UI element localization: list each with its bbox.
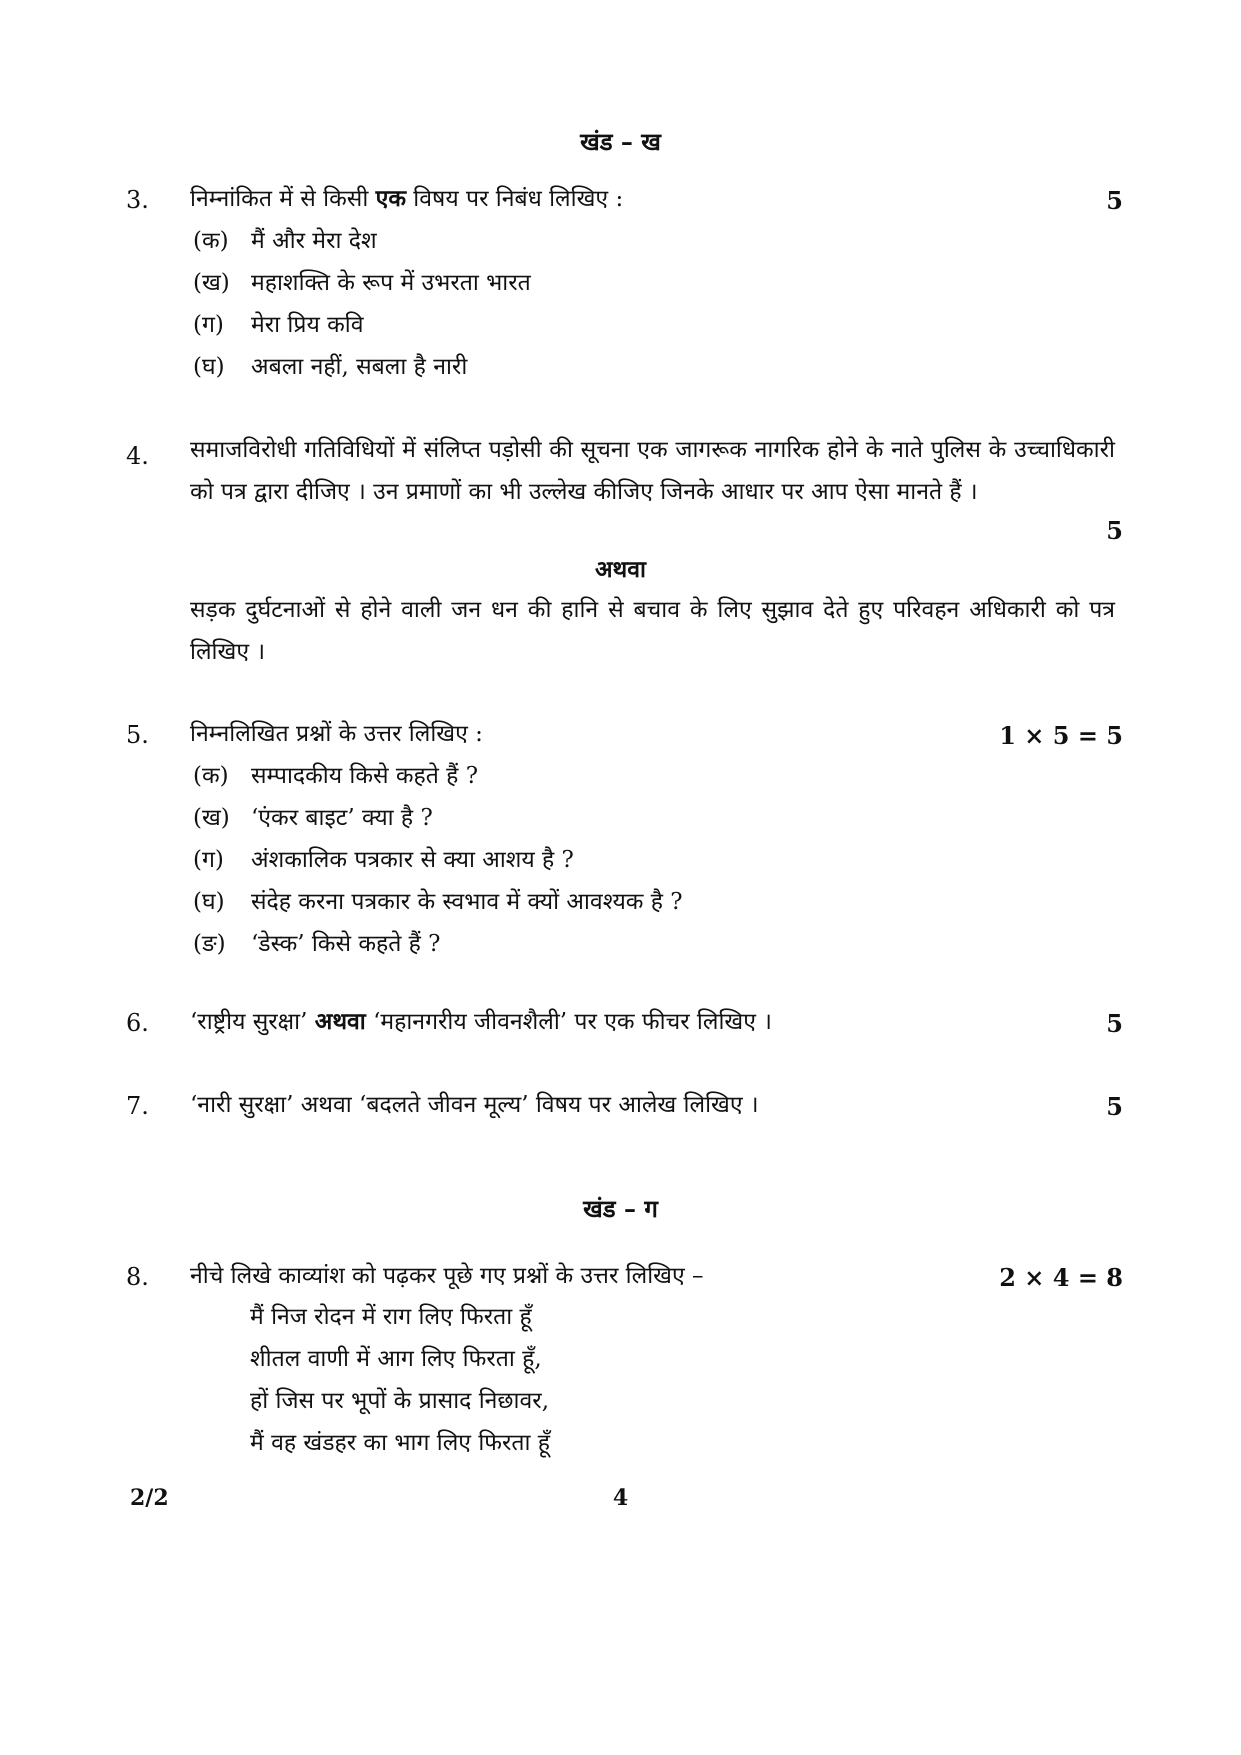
question-5-option: [193, 761, 478, 791]
option-text: महाशक्ति के रूप में उभरता भारत: [251, 270, 531, 296]
question-8-marks: 2 × 4 = 8: [999, 1263, 1123, 1292]
question-8-number: 8.: [126, 1263, 149, 1291]
option-text: ‘डेस्क’ किसे कहते हैं ?: [251, 931, 441, 957]
option-label: (घ): [193, 354, 225, 380]
question-3-option: [193, 352, 467, 382]
question-3-text: [190, 184, 623, 214]
option-label: (ङ): [193, 931, 226, 957]
question-5-option: [193, 929, 440, 959]
question-3-text-bold: एक: [375, 185, 406, 212]
poem-line: हों जिस पर भूपों के प्रासाद निछावर,: [250, 1388, 550, 1414]
question-7-text: ‘नारी सुरक्षा’ अथवा ‘बदलते जीवन मूल्य’ विषय पर आलेख लिखिए ।: [190, 1092, 759, 1118]
question-6-text-after: ‘महानगरीय जीवनशैली’ पर एक फीचर लिखिए ।: [365, 1009, 772, 1035]
question-3-option: [193, 268, 531, 298]
option-label: (ग): [193, 847, 224, 873]
question-7-number: 7.: [126, 1092, 149, 1120]
question-5-text: निम्नलिखित प्रश्नों के उत्तर लिखिए :: [190, 721, 483, 747]
option-label: (क): [193, 228, 229, 254]
question-4-or-label: अथवा: [594, 556, 646, 583]
question-6-marks: 5: [1106, 1009, 1123, 1038]
question-4-number: 4.: [126, 442, 149, 470]
option-text: मेरा प्रिय कवि: [251, 312, 364, 338]
option-label: (क): [193, 763, 229, 789]
option-text: सम्पादकीय किसे कहते हैं ?: [251, 763, 479, 789]
question-5-option: [193, 845, 574, 875]
question-5-number: 5.: [126, 721, 149, 749]
question-6-number: 6.: [126, 1009, 149, 1037]
option-label: (ग): [193, 312, 224, 338]
question-3-text-before: निम्नांकित में से किसी: [190, 186, 376, 212]
question-8-text: नीचे लिखे काव्यांश को पढ़कर पूछे गए प्रश्नों के उत्तर लिखिए –: [190, 1263, 704, 1289]
option-label: (ख): [193, 805, 230, 831]
question-4-alternative-text: सड़क दुर्घटनाओं से होने वाली जन धन की हानि से बचाव के लिए सुझाव देते हुए परिवहन अधिकारी को पत्र लिखिए ।: [190, 597, 1115, 665]
option-text: अबला नहीं, सबला है नारी: [251, 354, 468, 380]
option-text: ‘एंकर बाइट’ क्या है ?: [251, 805, 433, 831]
question-3-marks: 5: [1106, 186, 1123, 215]
page-number: 4: [612, 1485, 629, 1511]
option-label: (घ): [193, 889, 225, 915]
option-text: मैं और मेरा देश: [251, 228, 377, 254]
question-4-marks: 5: [1106, 516, 1123, 545]
option-text: अंशकालिक पत्रकार से क्या आशय है ?: [251, 847, 574, 873]
paper-code: 2/2: [130, 1485, 169, 1511]
question-5-option: [193, 803, 433, 833]
question-3-option: [193, 226, 377, 256]
option-text: संदेह करना पत्रकार के स्वभाव में क्यों आवश्यक है ?: [251, 889, 683, 915]
option-label: (ख): [193, 270, 230, 296]
question-3-text-after: विषय पर निबंध लिखिए :: [406, 186, 624, 212]
section-b-heading: खंड – ख: [580, 127, 661, 156]
poem-line: मैं निज रोदन में राग लिए फिरता हूँ: [250, 1304, 532, 1330]
question-6-text: [190, 1007, 772, 1037]
poem-line: शीतल वाणी में आग लिए फिरता हूँ,: [250, 1346, 542, 1372]
section-c-heading: खंड – ग: [583, 1194, 658, 1223]
question-5-marks: 1 × 5 = 5: [999, 721, 1123, 750]
question-7-marks: 5: [1106, 1092, 1123, 1121]
question-6-text-before: ‘राष्ट्रीय सुरक्षा’: [190, 1009, 315, 1035]
question-6-text-bold: अथवा: [314, 1008, 366, 1035]
question-3-option: [193, 310, 364, 340]
question-3-number: 3.: [126, 186, 149, 214]
question-5-option: [193, 887, 683, 917]
poem-line: मैं वह खंडहर का भाग लिए फिरता हूँ: [250, 1430, 551, 1456]
question-4-text: समाजविरोधी गतिविधियों में संलिप्त पड़ोसी की सूचना एक जागरूक नागरिक होने के नाते पुलिस के उच्चाधिकारी को पत्र द्वारा दीजिए । उन प्रमाणों का भी उल्लेख कीजिए जिनके आधार पर आप ऐसा मानते हैं ।: [190, 437, 1115, 505]
